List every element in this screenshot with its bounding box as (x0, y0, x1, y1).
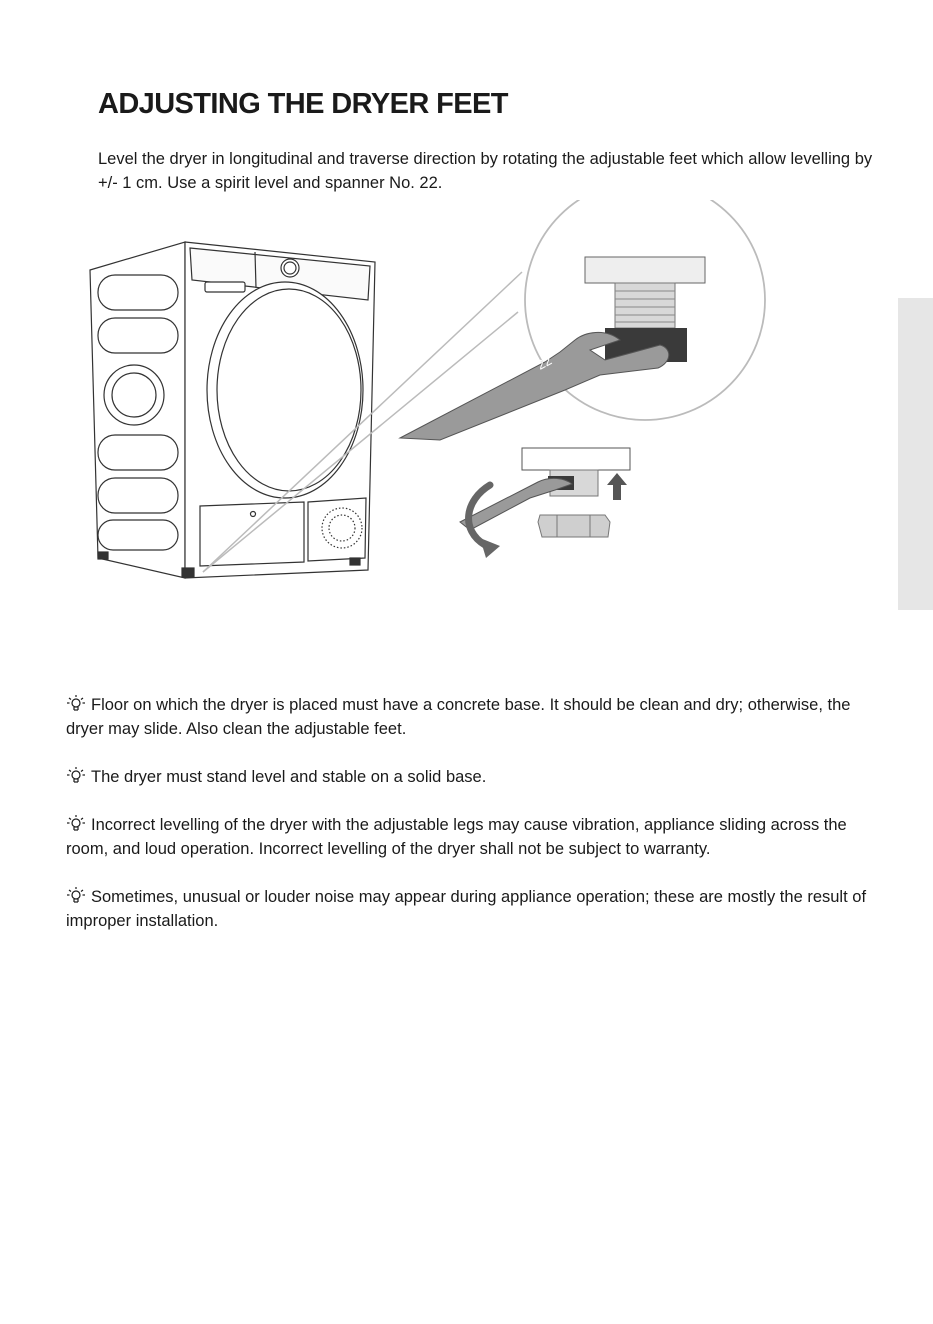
tip-text: Sometimes, unusual or louder noise may appear during appliance operation; these are mostly the result of improper installation. (66, 888, 867, 930)
tip-item (66, 693, 886, 741)
spanner-number-label: 22 (534, 352, 555, 373)
tip-item (66, 765, 886, 789)
intro-paragraph: Level the dryer in longitudinal and traverse direction by rotating the adjustable feet which allow levelling by +/- 1 cm. Use a spirit level and spanner No. 22. (98, 150, 873, 192)
tip-item (66, 885, 886, 933)
tip-text: Incorrect levelling of the dryer with the adjustable legs may cause vibration, appliance sliding across the room, and loud operation. Incorrect levelling of the dryer shall not be subject to warranty. (66, 816, 847, 858)
small-foot-diagram (460, 448, 630, 558)
lightbulb-icon (66, 766, 86, 784)
tips-list (66, 693, 886, 957)
dryer-drawing (90, 242, 375, 578)
tip-item (66, 813, 886, 861)
tip-text: Floor on which the dryer is placed must have a concrete base. It should be clean and dry; otherwise, the dryer may slide. Also clean the adjustable feet. (66, 696, 851, 738)
dryer-feet-illustration (60, 200, 820, 600)
lightbulb-icon (66, 886, 86, 904)
lightbulb-icon (66, 814, 86, 832)
page-title: ADJUSTING THE DRYER FEET (98, 88, 508, 120)
side-tab (898, 298, 933, 610)
lightbulb-icon (66, 694, 86, 712)
tip-text: The dryer must stand level and stable on a solid base. (91, 768, 487, 786)
